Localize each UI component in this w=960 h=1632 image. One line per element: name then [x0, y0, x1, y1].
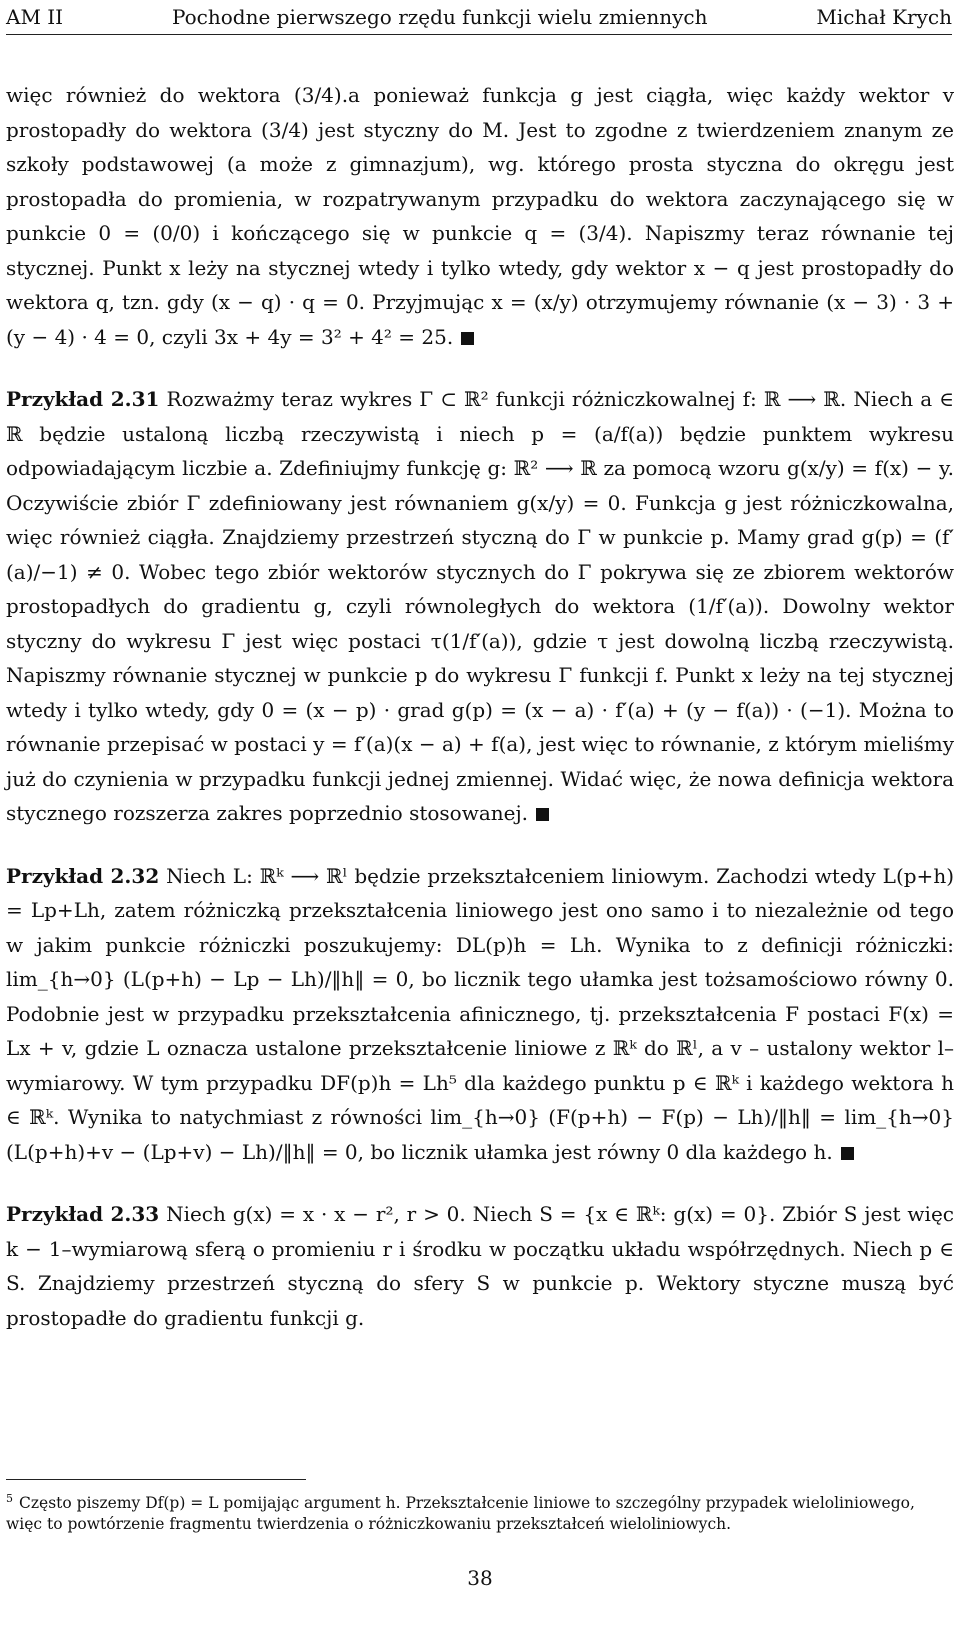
page-number: 38	[467, 1566, 493, 1590]
end-of-proof-mark	[841, 1147, 854, 1160]
intro-text: więc również do wektora (3/4).a ponieważ funkcja g jest ciągła, więc każdy wektor v prostopadły do wektora (3/4) jest styczny do M. Jest to zgodne z twierdzeniem znanym ze szkoły podstawowej (a może z gimnazjum), wg. którego prosta styczna do okręgu jest prostopadła do promienia, w rozpatrywanym przypadku do wektora zaczynającego się w punkcie 0 = (0/0) i kończącego się w punkcie q = (3/4). Napiszmy teraz równanie tej stycznej. Punkt x leży na stycznej wtedy i tylko wtedy, gdy wektor x − q jest prostopadły do wektora q, tzn. gdy (x − q) · q = 0. Przyjmując x = (x/y) otrzymujemy równanie (x − 3) · 3 + (y − 4) · 4 = 0, czyli 3x + 4y = 3² + 4² = 25.	[6, 83, 954, 349]
header-author: Michał Krych	[816, 5, 952, 29]
footnote-divider	[6, 1479, 306, 1480]
footnote-mark: 5	[6, 1492, 13, 1505]
footnote-text: Często piszemy Df(p) = L pomijając argument h. Przekształcenie liniowe to szczególny przypadek wieloliniowego, więc to powtórzenie fragmentu twierdzenia o różniczkowaniu przekształceń wieloliniowych.	[6, 1494, 915, 1534]
header-course: AM II	[6, 5, 64, 29]
end-of-proof-mark	[461, 332, 474, 345]
example-2-31-text: Rozważmy teraz wykres Γ ⊂ ℝ² funkcji różniczkowalnej f: ℝ ⟶ ℝ. Niech a ∈ ℝ będzie ustaloną liczbą rzeczywistą i niech p = (a/f(a)) będzie punktem wykresu odpowiadającym liczbie a. Zdefiniujmy funkcję g: ℝ² ⟶ ℝ za pomocą wzoru g(x/y) = f(x) − y. Oczywiście zbiór Γ zdefiniowany jest równaniem g(x/y) = 0. Funkcja g jest różniczkowalna, więc również ciągła. Znajdziemy przestrzeń styczną do Γ w punkcie p. Mamy grad g(p) = (f′(a)/−1) ≠ 0. Wobec tego zbiór wektorów stycznych do Γ pokrywa się ze zbiorem wektorów prostopadłych do gradientu g, czyli równoległych do wektora (1/f′(a)). Dowolny wektor styczny do wykresu Γ jest więc postaci τ(1/f′(a)), gdzie τ jest dowolną liczbą rzeczywistą. Napiszmy równanie stycznej w punkcie p do wykresu Γ funkcji f. Punkt x leży na tej stycznej wtedy i tylko wtedy, gdy 0 = (x − p) · grad g(p) = (x − a) · f′(a) + (y − f(a)) · (−1). Można to równanie przepisać w postaci y = f′(a)(x − a) + f(a), jest więc to równanie, z którym mieliśmy już do czynienia w przypadku funkcji jednej zmiennej. Widać więc, że nowa definicja wektora stycznego rozszerza zakres poprzednio stosowanej.	[6, 387, 955, 825]
intro-paragraph	[6, 78, 954, 354]
header-chapter-title: Pochodne pierwszego rzędu funkcji wielu zmiennych	[171, 5, 708, 29]
example-2-33-label: Przykład 2.33	[6, 1202, 160, 1226]
footnote	[6, 1488, 952, 1535]
example-2-33	[6, 1197, 954, 1335]
example-2-32-label: Przykład 2.32	[6, 863, 160, 888]
end-of-proof-mark	[536, 808, 549, 821]
example-2-32	[6, 859, 954, 1170]
main-text	[6, 78, 954, 1335]
running-header	[6, 0, 952, 35]
example-2-33-text: Niech g(x) = x · x − r², r > 0. Niech S = {x ∈ ℝᵏ: g(x) = 0}. Zbiór S jest więc k − 1–wymiarową sferą o promieniu r i środku w początku układu współrzędnych. Niech p ∈ S. Znajdziemy przestrzeń styczną do sfery S w punkcie p. Wektory styczne muszą być prostopadłe do gradientu funkcji g.	[6, 1202, 954, 1330]
example-2-32-text: Niech L: ℝᵏ ⟶ ℝˡ będzie przekształceniem liniowym. Zachodzi wtedy L(p+h) = Lp+Lh, zatem różniczką przekształcenia liniowego jest ono samo i to niezależnie od tego w jakim punkcie różniczki poszukujemy: DL(p)h = Lh. Wynika to z definicji różniczki: lim_{h→0} (L(p+h) − Lp − Lh)/‖h‖ = 0, bo licznik tego ułamka jest tożsamościowo równy 0. Podobnie jest w przypadku przekształcenia afinicznego, tj. przekształcenia F postaci F(x) = Lx + v, gdzie L oznacza ustalone przekształcenie liniowe z ℝᵏ do ℝˡ, a v – ustalony wektor l–wymiarowy. W tym przypadku DF(p)h = Lh⁵ dla każdego punktu p ∈ ℝᵏ i każdego wektora h ∈ ℝᵏ. Wynika to natychmiast z równości lim_{h→0} (F(p+h) − F(p) − Lh)/‖h‖ = lim_{h→0} (L(p+h)+v − (Lp+v) − Lh)/‖h‖ = 0, bo licznik ułamka jest równy 0 dla każdego h.	[6, 863, 954, 1164]
example-2-31	[6, 382, 954, 831]
example-2-31-label: Przykład 2.31	[6, 387, 160, 411]
